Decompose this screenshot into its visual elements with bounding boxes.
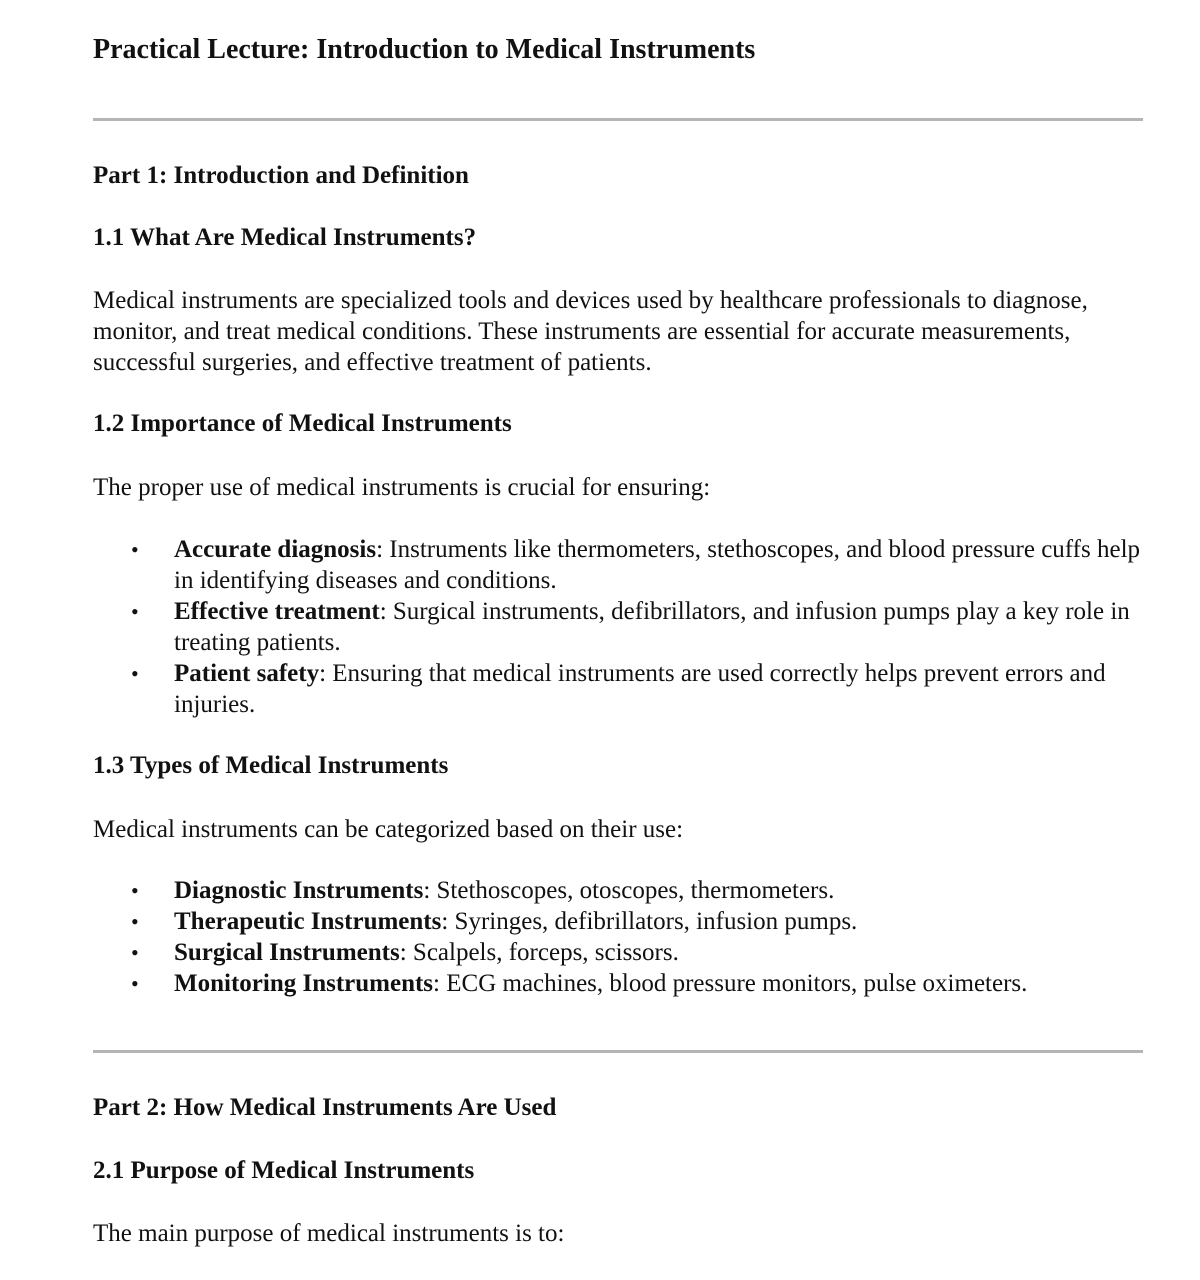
list-item — [93, 534, 1153, 596]
part2-heading: Part 2: How Medical Instruments Are Used — [93, 1094, 557, 1121]
bullet-icon: • — [131, 537, 139, 562]
section-1-3-heading: 1.3 Types of Medical Instruments — [93, 752, 449, 779]
list-item-text: : Scalpels, forceps, scissors. — [399, 939, 679, 966]
list-item — [93, 596, 1153, 658]
list-item-text: : Stethoscopes, otoscopes, thermometers. — [423, 877, 835, 904]
bullet-icon: • — [131, 599, 139, 624]
list-item — [93, 658, 1153, 720]
list-item-text: : Instruments like thermometers, stethoscopes, and blood pressure cuffs help in identifying diseases and conditions. — [174, 536, 1141, 594]
list-item — [93, 937, 1153, 968]
bullet-icon: • — [131, 661, 139, 686]
list-item-text: : ECG machines, blood pressure monitors, pulse oximeters. — [433, 970, 1028, 997]
section-2-1-heading: 2.1 Purpose of Medical Instruments — [93, 1157, 475, 1184]
list-item-text: : Syringes, defibrillators, infusion pumps. — [441, 908, 858, 935]
list-item — [93, 875, 1153, 906]
importance-list — [93, 534, 1153, 720]
list-item — [93, 906, 1153, 937]
list-item-term: Effective treatment — [174, 598, 380, 625]
list-item — [93, 968, 1153, 999]
bullet-icon: • — [131, 940, 139, 965]
list-item-text: : Surgical instruments, defibrillators, and infusion pumps play a key role in treating patients. — [174, 598, 1130, 656]
list-item-term: Therapeutic Instruments — [174, 908, 442, 935]
section-1-2-intro: The proper use of medical instruments is crucial for ensuring: — [93, 474, 711, 501]
section-1-1-body: Medical instruments are specialized tools and devices used by healthcare professionals to diagnose, monitor, and treat medical conditions. These instruments are essential for accurate measurements, successful surgeries, and effective treatment of patients. — [93, 287, 1088, 376]
bullet-icon: • — [131, 878, 139, 903]
section-1-3-intro: Medical instruments can be categorized based on their use: — [93, 816, 684, 843]
horizontal-rule-2 — [93, 1050, 1143, 1053]
section-1-1-heading: 1.1 What Are Medical Instruments? — [93, 224, 477, 251]
part1-heading: Part 1: Introduction and Definition — [93, 162, 469, 189]
horizontal-rule-1 — [93, 118, 1143, 121]
bullet-icon: • — [131, 971, 139, 996]
list-item-term: Monitoring Instruments — [174, 970, 434, 997]
section-2-1-intro: The main purpose of medical instruments is to: — [93, 1220, 565, 1247]
list-item-term: Patient safety — [174, 660, 320, 687]
list-item-text: : Ensuring that medical instruments are used correctly helps prevent errors and injuries. — [174, 660, 1106, 718]
list-item-term: Accurate diagnosis — [174, 536, 377, 563]
list-item-term: Surgical Instruments — [174, 939, 400, 966]
list-item-term: Diagnostic Instruments — [174, 877, 424, 904]
section-1-2-heading: 1.2 Importance of Medical Instruments — [93, 410, 512, 437]
types-list — [93, 875, 1153, 999]
bullet-icon: • — [131, 909, 139, 934]
document-title: Practical Lecture: Introduction to Medical Instruments — [93, 34, 756, 65]
